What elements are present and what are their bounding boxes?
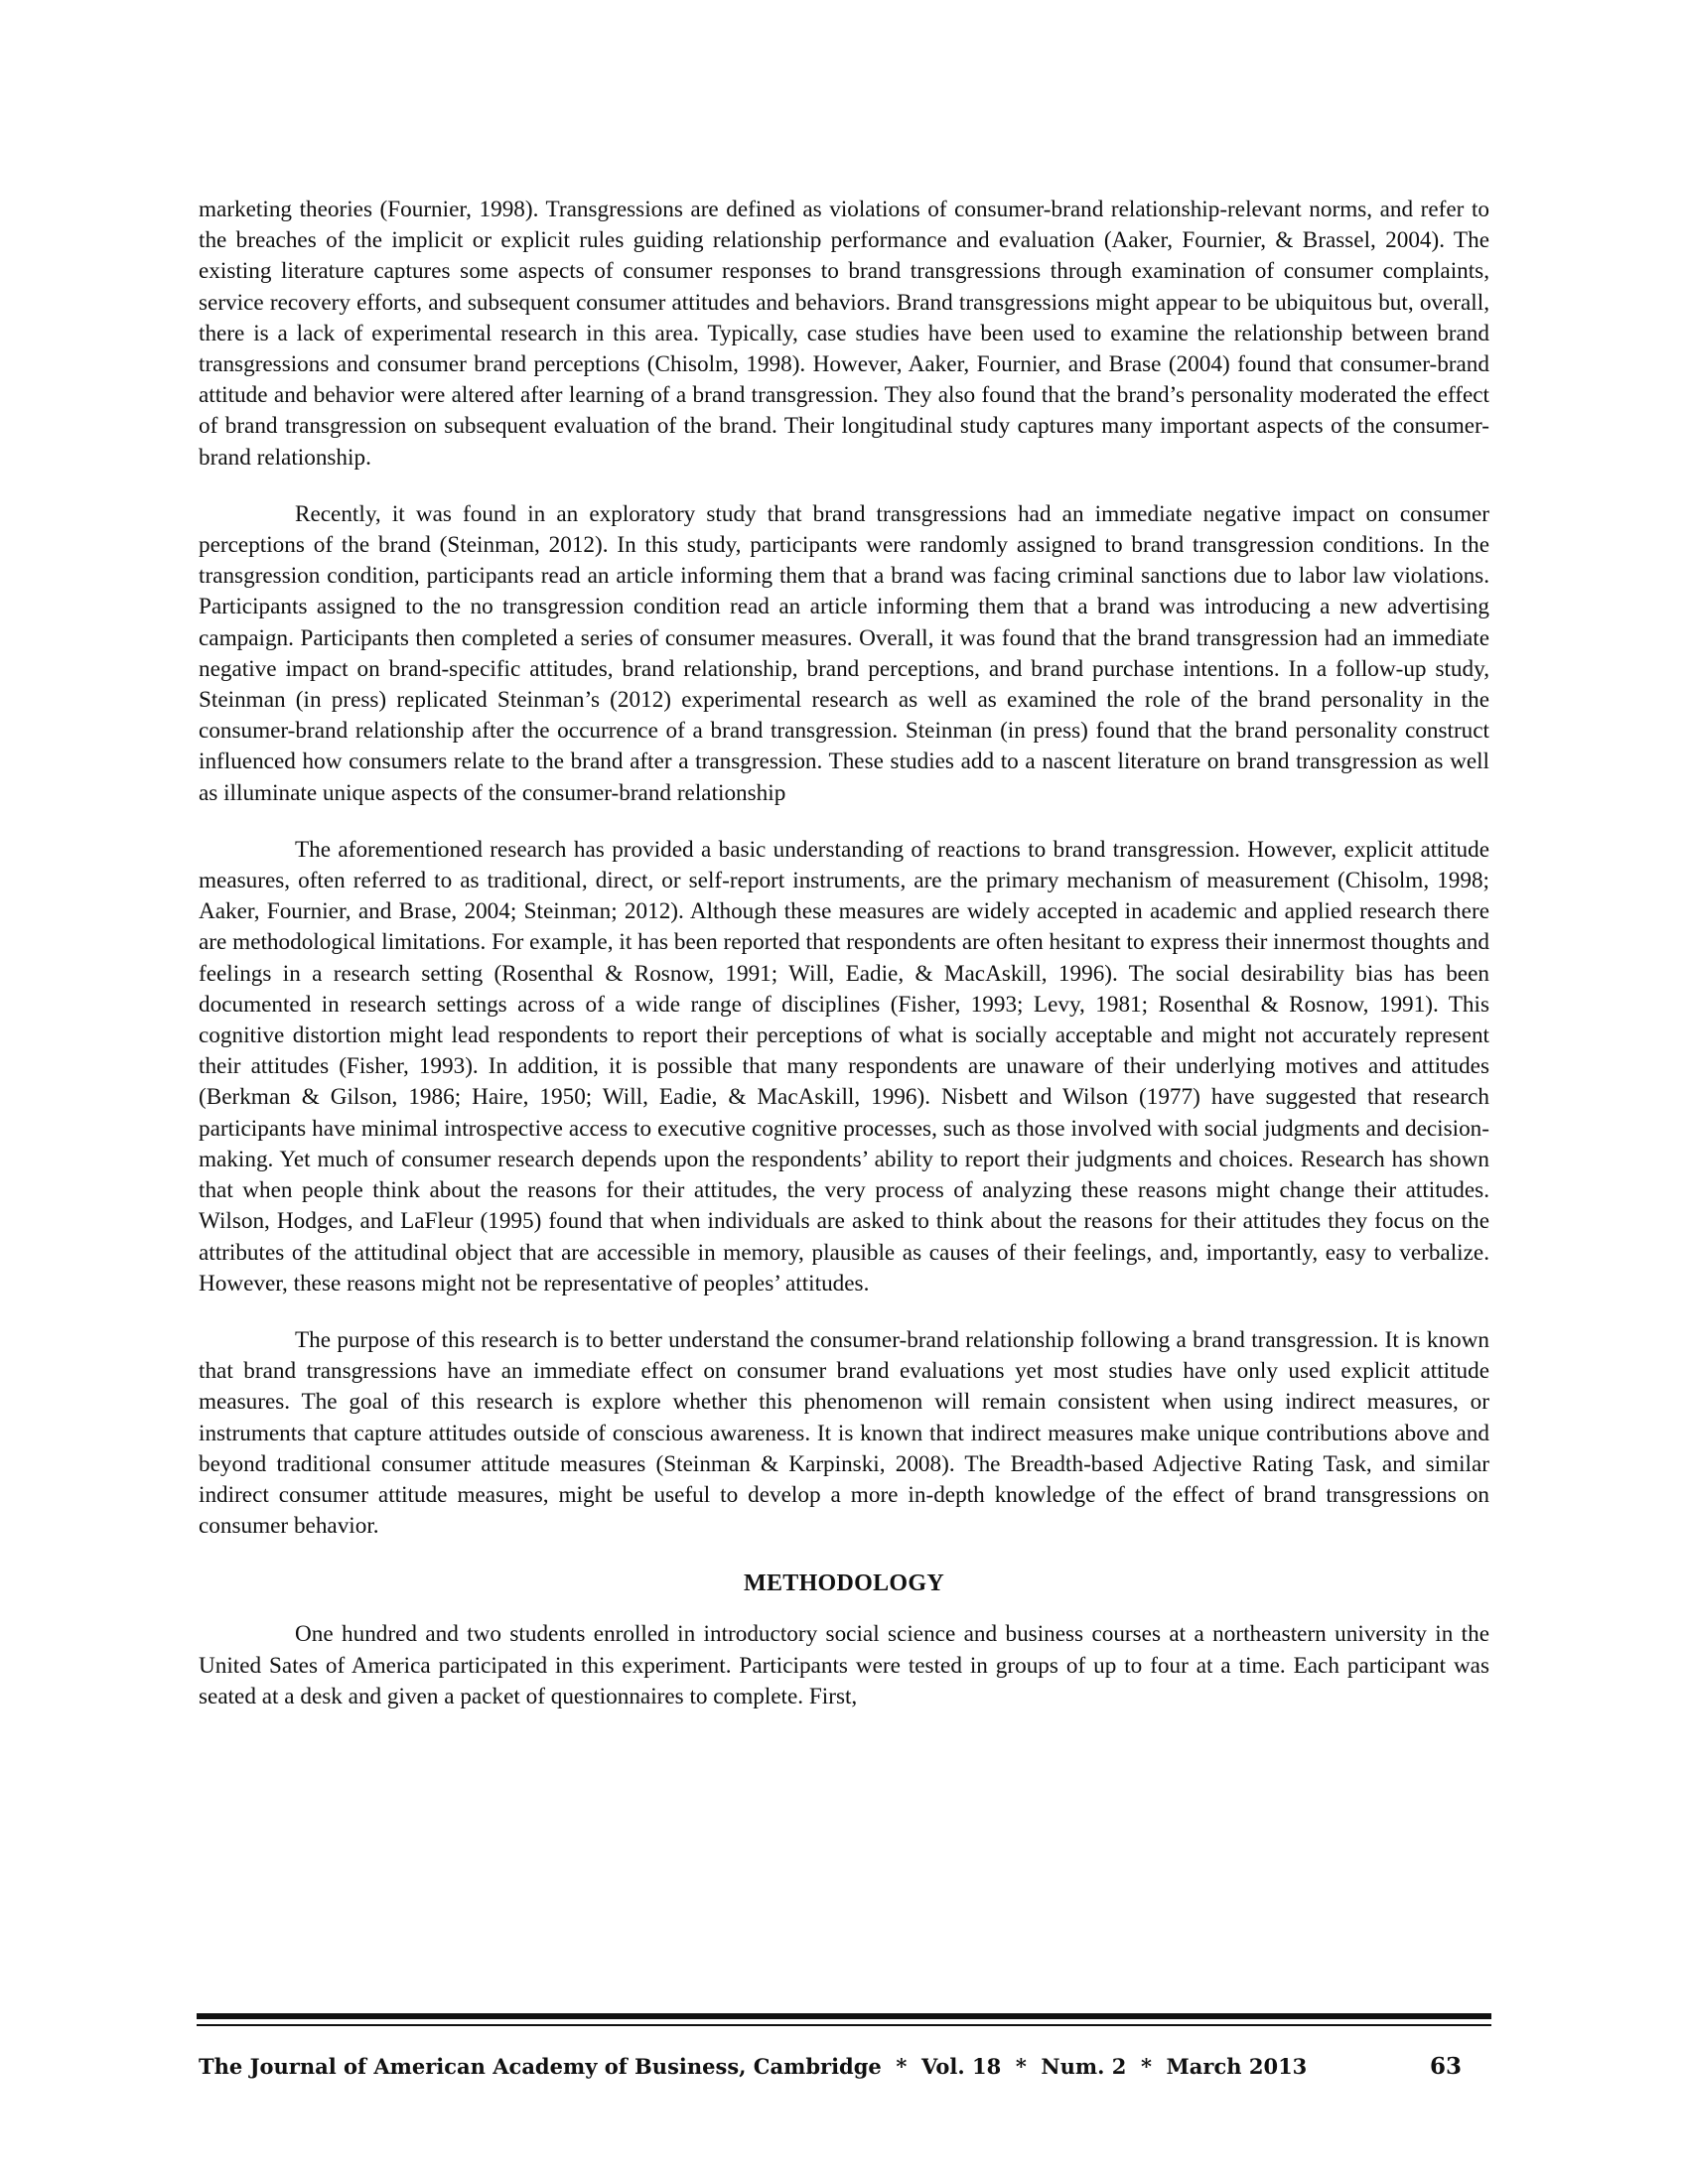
footer-divider-thick-line	[197, 2013, 1491, 2019]
footer-divider-thin-line	[197, 2024, 1491, 2026]
body-paragraph-2: Recently, it was found in an exploratory study that brand transgressions had an immediate negative impact on consumer perceptions of the brand (Steinman, 2012). In this study, participants were randomly assigned to brand transgression conditions. In the transgression condition, participants read an article informing them that a brand was facing criminal sanctions due to labor law violations. Participants assigned to the no transgression condition read an article informing them that a brand was introducing a new advertising campaign. Participants then completed a series of consumer measures. Overall, it was found that the brand transgression had an immediate negative impact on brand-specific attitudes, brand relationship, brand perceptions, and brand purchase intentions. In a follow-up study, Steinman (in press) replicated Steinman’s (2012) experimental research as well as examined the role of the brand personality in the consumer-brand relationship after the occurrence of a brand transgression. Steinman (in press) found that the brand personality construct influenced how consumers relate to the brand after a transgression. These studies add to a nascent literature on brand transgression as well as illuminate unique aspects of the consumer-brand relationship	[199, 500, 1489, 806]
article-body	[199, 195, 1489, 1738]
methodology-paragraph: One hundred and two students enrolled in introductory social science and business courses at a northeastern university in the United Sates of America participated in this experiment. Participants were tested in groups of up to four at a time. Each participant was seated at a desk and given a packet of questionnaires to complete. First,	[199, 1621, 1489, 1709]
page-footer	[199, 2049, 1489, 2085]
page-number: 63	[1429, 2053, 1462, 2080]
footer-divider	[197, 2013, 1491, 2028]
body-paragraph-1: marketing theories (Fournier, 1998). Transgressions are defined as violations of consumer-brand relationship-relevant norms, and refer to the breaches of the implicit or explicit rules guiding relationship performance and evaluation (Aaker, Fournier, & Brassel, 2004). The existing literature captures some aspects of consumer responses to brand transgressions through examination of consumer complaints, service recovery efforts, and subsequent consumer attitudes and behaviors. Brand transgressions might appear to be ubiquitous but, overall, there is a lack of experimental research in this area. Typically, case studies have been used to examine the relationship between brand transgressions and consumer brand perceptions (Chisolm, 1998). However, Aaker, Fournier, and Brase (2004) found that consumer-brand attitude and behavior were altered after learning of a brand transgression. They also found that the brand’s personality moderated the effect of brand transgression on subsequent evaluation of the brand. Their longitudinal study captures many important aspects of the consumer-brand relationship.	[199, 197, 1489, 471]
methodology-heading: METHODOLOGY	[744, 1570, 944, 1597]
body-paragraph-3: The aforementioned research has provided a basic understanding of reactions to brand transgression. However, explicit attitude measures, often referred to as traditional, direct, or self-report instruments, are the primary mechanism of measurement (Chisolm, 1998; Aaker, Fournier, and Brase, 2004; Steinman; 2012). Although these measures are widely accepted in academic and applied research there are methodological limitations. For example, it has been reported that respondents are often hesitant to express their innermost thoughts and feelings in a research setting (Rosenthal & Rosnow, 1991; Will, Eadie, & MacAskill, 1996). The social desirability bias has been documented in research settings across of a wide range of disciplines (Fisher, 1993; Levy, 1981; Rosenthal & Rosnow, 1991). This cognitive distortion might lead respondents to report their perceptions of what is socially acceptable and might not accurately represent their attitudes (Fisher, 1993). In addition, it is possible that many respondents are unaware of their underlying motives and attitudes (Berkman & Gilson, 1986; Haire, 1950; Will, Eadie, & MacAskill, 1996). Nisbett and Wilson (1977) have suggested that research participants have minimal introspective access to executive cognitive processes, such as those involved with social judgments and decision-making. Yet much of consumer research depends upon the respondents’ ability to report their judgments and choices. Research has shown that when people think about the reasons for their attitudes, the very process of analyzing these reasons might change their attitudes. Wilson, Hodges, and LaFleur (1995) found that when individuals are asked to think about the reasons for their attitudes they focus on the attributes of the attitudinal object that are accessible in memory, plausible as causes of their feelings, and, importantly, easy to verbalize. However, these reasons might not be representative of peoples’ attitudes.	[199, 836, 1489, 1297]
journal-citation: The Journal of American Academy of Business, Cambridge * Vol. 18 * Num. 2 * March 2013	[199, 2054, 1308, 2079]
body-paragraph-4: The purpose of this research is to better understand the consumer-brand relationship following a brand transgression. It is known that brand transgressions have an immediate effect on consumer brand evaluations yet most studies have only used explicit attitude measures. The goal of this research is explore whether this phenomenon will remain consistent when using indirect measures, or instruments that capture attitudes outside of conscious awareness. It is known that indirect measures make unique contributions above and beyond traditional consumer attitude measures (Steinman & Karpinski, 2008). The Breadth-based Adjective Rating Task, and similar indirect consumer attitude measures, might be useful to develop a more in-depth knowledge of the effect of brand transgressions on consumer behavior.	[199, 1326, 1489, 1540]
